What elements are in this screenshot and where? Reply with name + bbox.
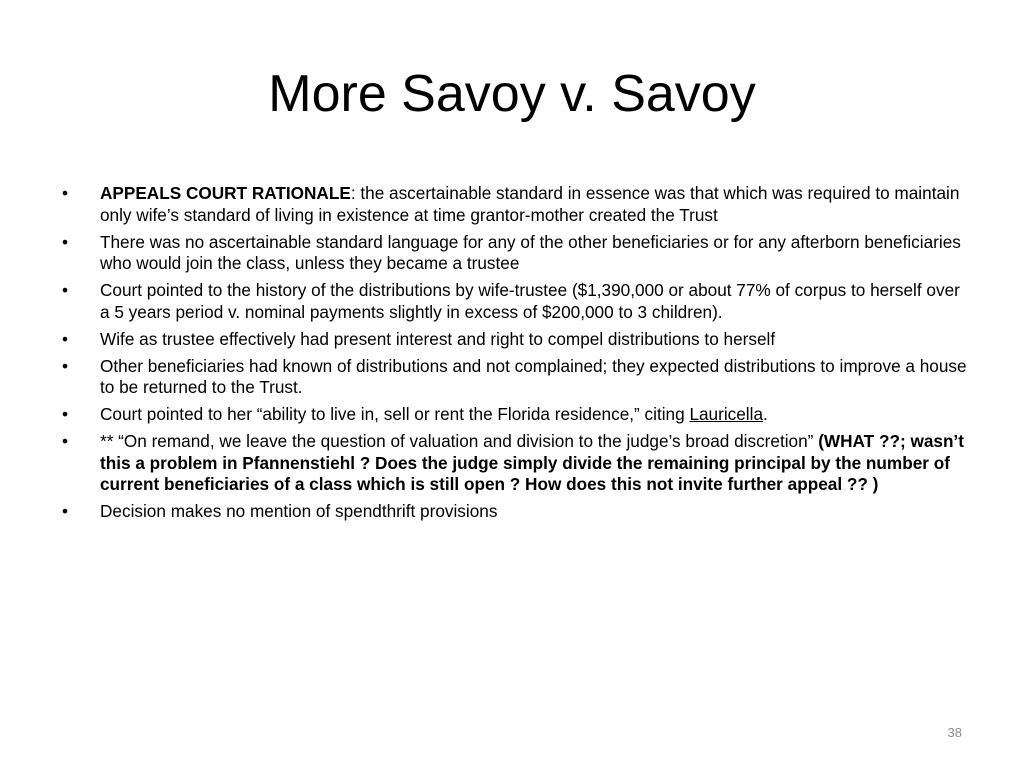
bullet-text: Wife as trustee effectively had present interest and right to compel distributions to herself: [100, 328, 776, 349]
bullet-item: [58, 356, 968, 399]
bullet-item: [58, 501, 968, 523]
bullet-text: Other beneficiaries had known of distributions and not complained; they expected distributions to improve a house to be returned to the Trust.: [100, 355, 967, 397]
bullet-icon: •: [61, 183, 69, 203]
bullet-text: Court pointed to her “ability to live in, sell or rent the Florida residence,” citing: [100, 404, 690, 424]
bullet-item: [58, 183, 968, 226]
bullet-icon: •: [61, 501, 69, 521]
bullet-bold-note: (WHAT ??; wasn’t this a problem in Pfannenstiehl ? Does the judge simply divide the remaining principal by the number of current beneficiaries of a class which is still open ? How does this not invite further appeal ?? ): [100, 431, 964, 494]
bullet-icon: •: [61, 280, 69, 300]
bullet-icon: •: [61, 328, 69, 349]
bullet-icon: •: [61, 431, 69, 451]
bullet-item: [58, 404, 968, 426]
case-link-lauricella[interactable]: Lauricella: [689, 404, 764, 424]
bullet-list: [58, 183, 968, 528]
bullet-text: Court pointed to the history of the distributions by wife-trustee ($1,390,000 or about 77% of corpus to herself over a 5 years period v. nominal payments slightly in excess of $200,000 to 3 children).: [100, 280, 960, 322]
page-number: 38: [947, 725, 962, 740]
bullet-icon: •: [61, 404, 69, 424]
bullet-text: There was no ascertainable standard language for any of the other beneficiaries or for any afterborn beneficiaries who would join the class, unless they became a trustee: [100, 231, 961, 273]
bullet-item: [58, 329, 968, 351]
bullet-text: : the ascertainable standard in essence was that which was required to maintain only wife’s standard of living in existence at time grantor-mother created the Trust: [100, 183, 960, 225]
bullet-text: ** “On remand, we leave the question of valuation and division to the judge’s broad discretion”: [100, 431, 819, 451]
bullet-icon: •: [61, 355, 69, 376]
bullet-item: [58, 280, 968, 323]
bullet-item: [58, 431, 968, 496]
bullet-icon: •: [61, 231, 69, 252]
slide-title: More Savoy v. Savoy: [268, 65, 756, 123]
bullet-label: APPEALS COURT RATIONALE: [100, 183, 351, 203]
bullet-item: [58, 232, 968, 275]
bullet-text: Decision makes no mention of spendthrift provisions: [100, 501, 498, 521]
bullet-text-end: .: [763, 404, 768, 424]
